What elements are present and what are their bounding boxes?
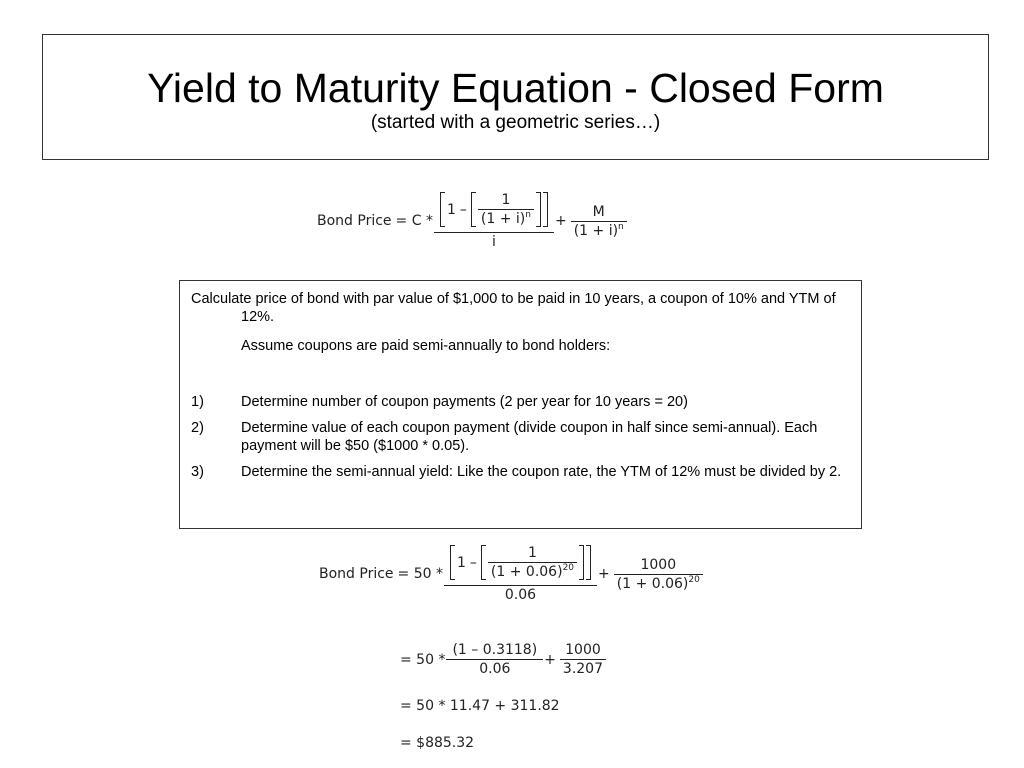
calc-num-1: (1 – 0.3118) xyxy=(452,642,538,658)
principal-den: (1 + 0.06) xyxy=(616,575,689,592)
main-fraction xyxy=(437,192,551,250)
slide-title: Yield to Maturity Equation - Closed Form xyxy=(147,65,884,111)
calc-result: = $885.32 xyxy=(400,735,475,751)
principal-fraction xyxy=(571,204,627,239)
numeric-formula xyxy=(319,545,703,603)
slide-subtitle: (started with a geometric series…) xyxy=(370,112,661,133)
plus: + xyxy=(554,213,567,229)
step-1 xyxy=(191,393,851,411)
inner-num: 1 xyxy=(528,545,537,561)
calc-line-2 xyxy=(400,698,560,714)
calc-line-2-text: = 50 * 11.47 + 311.82 xyxy=(400,698,560,714)
inner-num: 1 xyxy=(501,192,511,208)
inner-exp: 20 xyxy=(562,563,575,573)
title-box xyxy=(42,34,989,160)
principal-exp: n xyxy=(618,221,624,232)
problem-assume: Assume coupons are paid semi-annually to bond holders: xyxy=(241,338,611,354)
step-number: 1) xyxy=(191,394,204,410)
step-text: Determine value of each coupon payment (divide coupon in half since semi-annual). Each payment will be $50 ($1000 * 0.05). xyxy=(241,420,818,454)
den-i: i xyxy=(434,232,554,250)
principal-fraction xyxy=(614,557,703,592)
step-2 xyxy=(191,419,851,455)
formula-equals-c: = C * xyxy=(395,213,433,229)
one: 1 xyxy=(457,554,466,571)
minus: – xyxy=(469,554,477,571)
one: 1 xyxy=(446,201,456,218)
principal-value: 1000 xyxy=(640,556,677,573)
den-rate: 0.06 xyxy=(444,585,597,603)
step-text: Determine the semi-annual yield: Like the coupon rate, the YTM of 12% must be divided by 2. xyxy=(241,464,842,480)
general-formula xyxy=(317,192,627,250)
inner-den: (1 + 0.06) xyxy=(490,564,563,580)
minus: – xyxy=(459,201,467,218)
principal-m: M xyxy=(592,203,605,220)
step-text: Determine number of coupon payments (2 per year for 10 years = 20) xyxy=(241,394,688,410)
calc-num-2: 1000 xyxy=(565,642,601,658)
calc-fraction-2 xyxy=(560,642,606,677)
main-fraction xyxy=(447,545,594,603)
calc-den-2: 3.207 xyxy=(560,659,606,677)
principal-den: (1 + i) xyxy=(573,222,619,239)
formula-equals-50: = 50 * xyxy=(397,566,443,582)
calc-plus: + xyxy=(544,651,556,668)
problem-box xyxy=(179,280,862,529)
step-3 xyxy=(191,463,851,481)
calc-line-1 xyxy=(400,642,606,677)
step-number: 2) xyxy=(191,420,204,436)
formula-lhs: Bond Price xyxy=(319,566,394,582)
plus: + xyxy=(598,566,610,582)
inner-exp: n xyxy=(525,210,531,220)
calc-line-3 xyxy=(400,735,474,751)
principal-exp: 20 xyxy=(688,574,700,585)
calc-den-1: 0.06 xyxy=(446,659,543,677)
calc-fraction-1 xyxy=(449,642,540,677)
formula-lhs: Bond Price xyxy=(317,213,392,229)
step-number: 3) xyxy=(191,464,204,480)
problem-intro: Calculate price of bond with par value of $1,000 to be paid in 10 years, a coupon of 10% and YTM of 12%. xyxy=(191,291,836,325)
inner-den: (1 + i) xyxy=(480,211,526,227)
calc-eq: = 50 * xyxy=(400,651,446,668)
